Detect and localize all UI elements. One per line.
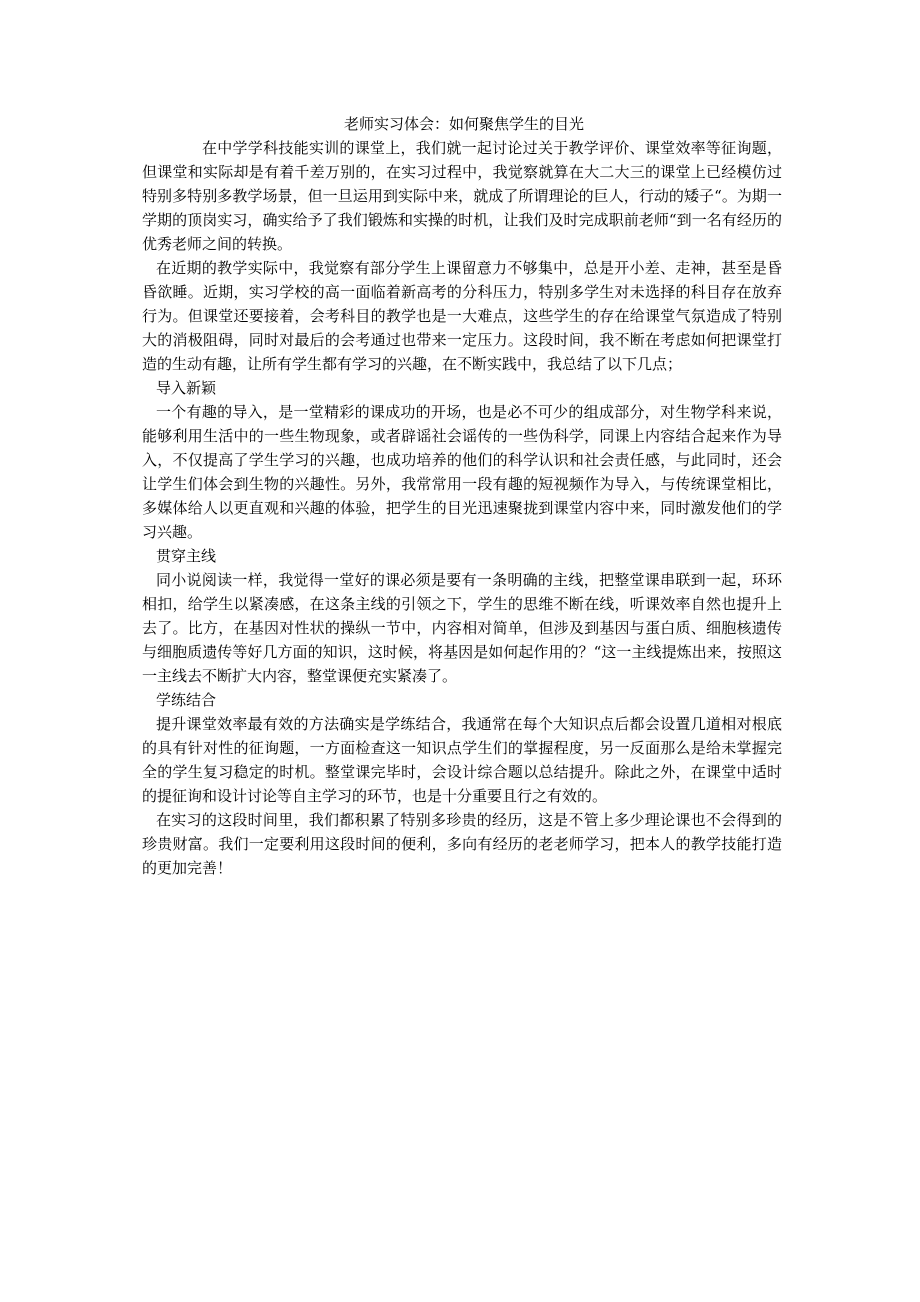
- paragraph-conclusion: 在实习的这段时间里，我们都积累了特别多珍贵的经历，这是不管上多少理论课也不会得到的珍贵财富。我们一定要利用这段时间的便利，多向有经历的老老师学习，把本人的教学技能打造的更加完善！: [142, 811, 782, 877]
- paragraph-introduction: 一个有趣的导入，是一堂精彩的课成功的开场，也是必不可少的组成部分，对生物学科来说，能够利用生活中的一些生物现象，或者辟谣社会谣传的一些伪科学，同课上内容结合起来作为导入，不仅提高了学生学习的兴趣，也成功培养的他们的科学认识和社会责任感，与此同时，还会让学生们体会到生物的兴趣性。另外，我常常用一段有趣的短视频作为导入，与传统课堂相比，多媒体给人以更直观和兴趣的体验，把学生的目光迅速聚拢到课堂内容中来，同时激发他们的学习兴趣。: [142, 403, 782, 541]
- section-heading-main-thread: 贯穿主线: [156, 547, 217, 565]
- paragraph-main-thread: 同小说阅读一样，我觉得一堂好的课必须是要有一条明确的主线，把整堂课串联到一起，环环相扣，给学生以紧凑感，在这条主线的引领之下，学生的思维不断在线，听课效率自然也提升上去了。比方，在基因对性状的操纵一节中，内容相对简单，但涉及到基因与蛋白质、细胞核遗传与细胞质遗传等好几方面的知识，这时候，将基因是如何起作用的？“这一主线提炼出来，按照这一主线去不断扩大内容，整堂课便充实紧凑了。: [142, 571, 782, 685]
- document-page: [142, 112, 782, 880]
- section-heading-practice: 学练结合: [156, 691, 217, 709]
- document-title: 老师实习体会：如何聚焦学生的目光: [343, 115, 584, 133]
- paragraph-observation: 在近期的教学实际中，我觉察有部分学生上课留意力不够集中，总是开小差、走神，甚至是昏昏欲睡。近期，实习学校的高一面临着新高考的分科压力，特别多学生对未选择的科目存在放弃行为。但课堂还要接着，会考科目的教学也是一大难点，这些学生的存在给课堂气氛造成了特别大的消极阻碍，同时对最后的会考通过也带来一定压力。这段时间，我不断在考虑如何把课堂打造的生动有趣，让所有学生都有学习的兴趣，在不断实践中，我总结了以下几点；: [142, 259, 782, 373]
- section-heading-introduction: 导入新颖: [156, 379, 217, 397]
- paragraph-intro: 在中学学科技能实训的课堂上，我们就一起讨论过关于教学评价、课堂效率等征询题，但课堂和实际却是有着千差万别的，在实习过程中，我觉察就算在大二大三的课堂上已经模仿过特别多特别多教学场景，但一旦运用到实际中来，就成了所谓理论的巨人，行动的矮子“。为期一学期的顶岗实习，确实给予了我们锻炼和实操的时机，让我们及时完成职前老师“到一名有经历的优秀老师之间的转换。: [142, 139, 782, 253]
- paragraph-practice: 提升课堂效率最有效的方法确实是学练结合，我通常在每个大知识点后都会设置几道相对根底的具有针对性的征询题，一方面检查这一知识点学生们的掌握程度，另一反面那么是给未掌握完全的学生复习稳定的时机。整堂课完毕时，会设计综合题以总结提升。除此之外，在课堂中适时的提征询和设计讨论等自主学习的环节，也是十分重要且行之有效的。: [142, 715, 782, 805]
